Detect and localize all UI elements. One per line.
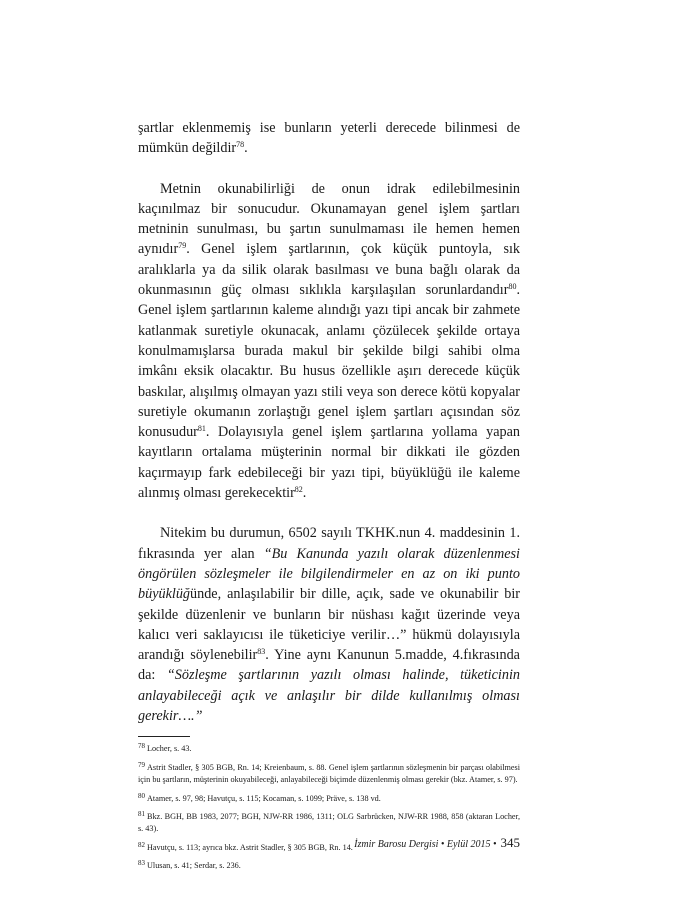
footnote-79: $^{79}$ Astrit Stadler, § 305 BGB, Rn. 14; Kreienbaum, s. 88. Genel işlem şartlarının sözleşmenin bir parçası olabilmesi için bu şartların, müşterinin okuyabileceği, anlayabileceği biçimde düzenlenmiş olması gerekir (bkz. Atamer, s. 97). bbox=[138, 760, 520, 785]
footnote-divider bbox=[138, 736, 190, 737]
paragraph-3: Nitekim bu durumun, 6502 sayılı TKHK.nun 4. maddesinin 1. fıkrasında yer alan “Bu Kanunda yazılı olarak düzenlenmesi öngörülen sözleşmeler ile bilgilendirmeler en az on iki punto büyüklüğünde, anlaşılabilir bir dille, açık, sade ve okunabilir bir şekilde düzenlenir ve bunların bir nüshası kağıt üzerinde veya kalıcı veri saklayıcısı ile tüketiciye verilir…” hükmü dolayısıyla arandığı söylenebilir$^{83}$. Yine aynı Kanunun 5.madde, 4.fıkrasında da: “Sözleşme şartlarının yazılı olması halinde, tüketicinin anlayabileceği açık ve anlaşılır bir dilde kullanılmış olması gerekir….” bbox=[138, 525, 520, 725]
footnote-80: $^{80}$ Atamer, s. 97, 98; Havutçu, s. 115; Kocaman, s. 1099; Präve, s. 138 vd. bbox=[138, 791, 381, 803]
footnote-ref-79[interactable]: 79 bbox=[178, 241, 187, 251]
quote-article-4: “Bu Kanunda yazılı olarak düzenlenmesi öngörülen sözleşmeler ile bilgilendirmeler en az on iki punto büyüklüğ bbox=[138, 545, 520, 603]
footnote-ref-82[interactable]: 82 bbox=[294, 485, 303, 495]
footnote-ref-81[interactable]: 81 bbox=[197, 424, 206, 434]
footnote-ref-80[interactable]: 80 bbox=[508, 282, 517, 292]
quote-article-5: “Sözleşme şartlarının yazılı olması halinde, tüketicinin anlayabileceği açık ve anlaşılır bir dilde kullanılmış olması gerekir….” bbox=[138, 667, 520, 725]
footnote-78: $^{78}$ Locher, s. 43. bbox=[138, 742, 192, 754]
footnote-81: $^{81}$ Bkz. BGH, BB 1983, 2077; BGH, NJW-RR 1986, 1311; OLG Sarbrücken, NJW-RR 1988, 858 (aktaran Locher, s. 43). bbox=[138, 809, 520, 834]
paragraph-1: şartlar eklenmemiş ise bunların yeterli derecede bilinmesi de mümkün değildir$^{78}$. bbox=[138, 120, 520, 157]
footnote-ref-83[interactable]: 83 bbox=[257, 647, 266, 657]
page-body bbox=[138, 118, 520, 879]
footnote-83: $^{83}$ Ulusan, s. 41; Serdar, s. 236. bbox=[138, 859, 241, 871]
footnote-ref-78[interactable]: 78 bbox=[236, 140, 245, 150]
journal-name: İzmir Barosu Dergisi • Eylül 2015 • bbox=[354, 839, 497, 850]
paragraph-2: Metnin okunabilirliği de onun idrak edilebilmesinin kaçınılmaz bir sonucudur. Okunamayan genel işlem şartları metninin sunulması, bu şartın sunulmaması ile hemen hemen aynıdır$^{79}$. Genel işlem şartlarının, çok küçük puntoyla, sık aralıklarla ya da silik olarak basılması ve buna bağlı olarak da okunmasının güç olması sıklıkla karşılaşılan sorunlardandır$^{80}$. Genel işlem şartlarının kaleme alındığı yazı tipi ancak bir zahmete katlanmak suretiyle okunacak, anlamı çözülecek şekilde ortaya konulmamışlarsa burada makul bir şekilde bilgi sahibi olma imkânı eksik olacaktır. Bu husus özellikle aşırı derecede küçük baskılar, alışılmış olmayan yazı stili veya son derece kötü kopyalar suretiyle okumanın zorlaştığı genel işlem şartları açısından söz konusudur$^{81}$. Dolayısıyla genel işlem şartlarına yollama yapan kayıtların ortalama müşterinin normal bir dikkati ile gözden kaçırmayıp fark edebileceği bir yazı tipi, büyüklüğü ile kaleme alınmış olması gerekecektir$^{82}$. bbox=[138, 180, 520, 502]
footnote-82: $^{82}$ Havutçu, s. 113; ayrıca bkz. Astrit Stadler, § 305 BGB, Rn. 14. bbox=[138, 840, 353, 852]
page-number: 345 bbox=[500, 835, 520, 850]
footnotes bbox=[138, 743, 520, 872]
page-footer bbox=[230, 835, 520, 851]
